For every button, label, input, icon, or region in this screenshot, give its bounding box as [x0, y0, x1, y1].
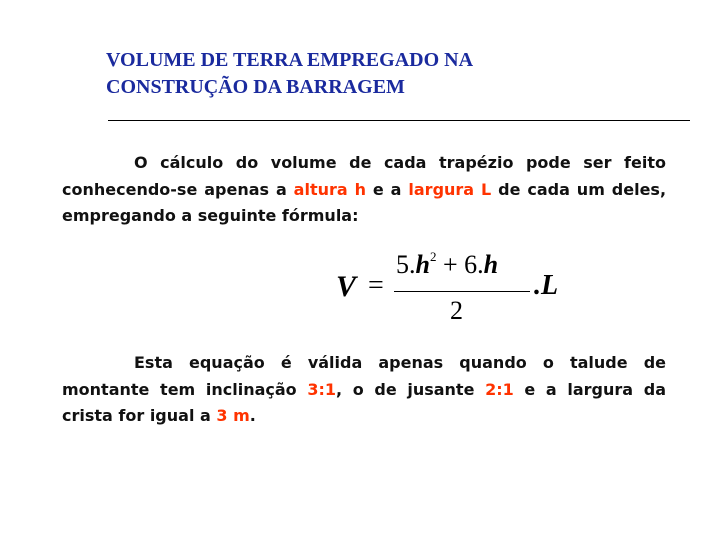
- num-plus-term: + 6.: [436, 250, 484, 279]
- p1-text-3: de cada um deles, empregando a seguinte fórmula:: [62, 179, 667, 225]
- title-line-1: VOLUME DE TERRA EMPREGADO NA: [106, 49, 474, 71]
- slide-title: [106, 47, 473, 101]
- p2-text-4: .: [249, 406, 256, 425]
- highlight-largura-l: largura L: [408, 179, 492, 199]
- p2-text-2: , o de jusante: [336, 379, 486, 399]
- num-var-h-2: h: [483, 250, 499, 279]
- title-divider: [108, 120, 690, 121]
- highlight-inclinacao-jusante: 2:1: [485, 379, 514, 399]
- fraction-bar: [394, 291, 530, 292]
- p2-text-3: e a largura da crista for igual a: [62, 379, 666, 425]
- volume-formula: [336, 248, 576, 338]
- title-line-2: CONSTRUÇÃO DA BARRAGEM: [106, 76, 405, 98]
- p1-text-1: O cálculo do volume de cada trapézio pode ser feito conhecendo-se apenas a: [62, 153, 666, 199]
- highlight-crista: 3 m: [216, 406, 250, 425]
- paragraph-validity: [62, 350, 666, 430]
- formula-numerator: [396, 250, 498, 280]
- paragraph-formula-intro: [62, 150, 666, 230]
- num-var-h: h: [415, 250, 430, 279]
- p2-text-1: Esta equação é válida apenas quando o talude de montante tem inclinação: [62, 353, 666, 399]
- num-exponent: 2: [429, 249, 437, 265]
- num-coef-1: 5.: [396, 250, 416, 279]
- p1-text-2: e a: [365, 179, 409, 199]
- formula-equals: =: [368, 270, 384, 301]
- formula-denominator: 2: [450, 296, 463, 325]
- formula-rhs: .L: [534, 270, 559, 301]
- highlight-altura-h: altura h: [293, 179, 366, 199]
- highlight-inclinacao-montante: 3:1: [307, 379, 336, 399]
- formula-lhs: V: [336, 270, 357, 303]
